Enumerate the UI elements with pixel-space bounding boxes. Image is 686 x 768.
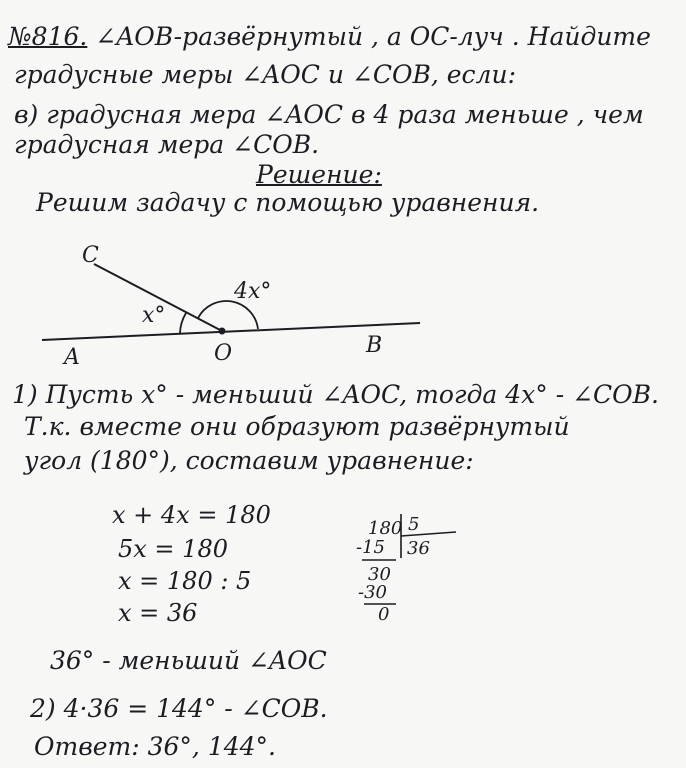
step1-line-1: 1) Пусть x° - меньший ∠AOC, тогда 4x° - ∠COB.: [12, 380, 659, 409]
label-a: A: [64, 345, 80, 370]
equation-3: x = 180 : 5: [118, 567, 252, 595]
equation-4: x = 36: [118, 599, 198, 627]
straight-line-ab: [42, 323, 420, 340]
equation-1: x + 4x = 180: [112, 501, 271, 529]
division-sub-1: -15: [356, 537, 385, 558]
vertex-point-o: [219, 328, 226, 335]
division-remainder-1: 30: [368, 564, 391, 585]
problem-line-3: в) градусная мера ∠AOC в 4 раза меньше , чем: [14, 100, 644, 129]
arc-angle-cob: [198, 301, 258, 329]
division-divisor: 5: [408, 514, 420, 535]
label-o: O: [214, 341, 233, 366]
problem-line-2: градусные меры ∠AOC и ∠COB, если:: [14, 60, 516, 89]
division-remainder-2: 0: [378, 604, 390, 625]
label-b: B: [366, 333, 383, 358]
label-angle-x: x°: [142, 303, 166, 328]
division-dividend: 180: [368, 518, 403, 539]
step1-line-3: угол (180°), составим уравнение:: [24, 446, 474, 475]
problem-number: №816.: [8, 22, 88, 51]
solution-intro: Решим задачу с помощью уравнения.: [36, 188, 540, 217]
step2-line: 2) 4·36 = 144° - ∠COB.: [30, 694, 328, 723]
arc-angle-aoc: [180, 313, 186, 333]
division-sub-2: -30: [358, 582, 387, 603]
division-quotient: 36: [407, 538, 430, 559]
step1-line-2: Т.к. вместе они образуют развёрнутый: [24, 412, 570, 441]
problem-line-4: градусная мера ∠COB.: [14, 130, 320, 159]
solution-heading: Решение:: [256, 160, 382, 189]
label-angle-4x: 4x°: [234, 279, 272, 304]
equation-2: 5x = 180: [118, 535, 228, 563]
answer-line: Ответ: 36°, 144°.: [34, 732, 276, 761]
problem-statement-1: ∠AOB-развёрнутый , а OC-луч . Найдите: [95, 22, 651, 51]
result-line-1: 36° - меньший ∠AOC: [50, 646, 327, 675]
long-division: [356, 514, 456, 625]
label-c: C: [82, 243, 99, 268]
